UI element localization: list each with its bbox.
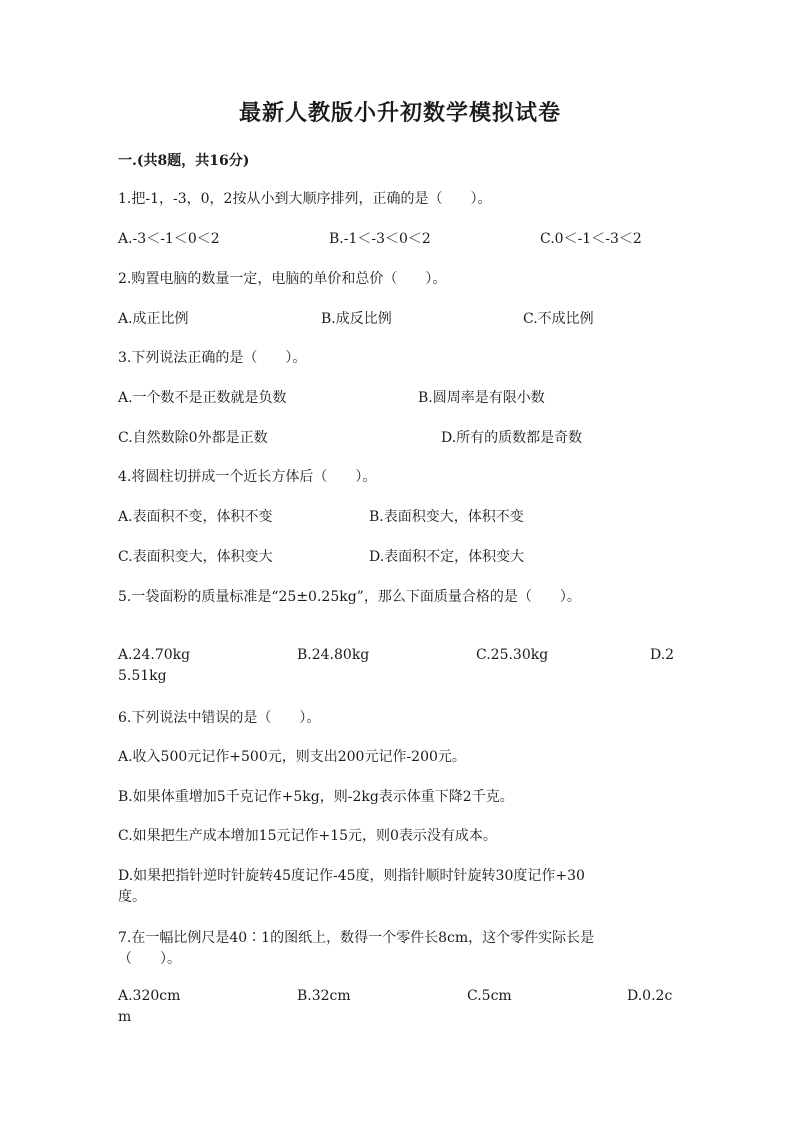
option-c: C.5cm <box>467 988 512 1004</box>
page-title: 最新人教版小升初数学模拟试卷 <box>238 100 561 126</box>
option-b: B.-1＜-3＜0＜2 <box>329 231 431 247</box>
option-c: C.表面积变大，体积变大 <box>118 549 273 565</box>
option-d-continued: 度。 <box>118 889 146 905</box>
question-stem: 5.一袋面粉的质量标准是“25±0.25kg”，那么下面质量合格的是（ ）。 <box>118 589 581 605</box>
option-d: D.所有的质数都是奇数 <box>441 430 583 446</box>
option-c: C.0＜-1＜-3＜2 <box>540 231 642 247</box>
option-d: D.0.2c <box>627 988 673 1004</box>
option-a: A.-3＜-1＜0＜2 <box>118 231 220 247</box>
option-c: C.不成比例 <box>523 311 594 327</box>
question-stem: 3.下列说法正确的是（ ）。 <box>118 350 307 366</box>
option-a: A.成正比例 <box>118 311 189 327</box>
option-a: A.320cm <box>118 988 181 1004</box>
option-d-continued: 5.51kg <box>118 668 167 684</box>
option-b: B.表面积变大，体积不变 <box>369 509 524 525</box>
option-d-continued: m <box>118 1009 132 1025</box>
option-a: A.表面积不变，体积不变 <box>118 509 273 525</box>
option-d: D.2 <box>650 647 675 663</box>
option-c: C.如果把生产成本增加15元记作+15元，则0表示没有成本。 <box>118 828 497 844</box>
option-c: C.自然数除0外都是正数 <box>118 430 268 446</box>
option-b: B.圆周率是有限小数 <box>418 390 545 406</box>
option-c: C.25.30kg <box>476 647 549 663</box>
question-stem-continued: （ ）。 <box>118 951 181 967</box>
question-stem: 4.将圆柱切拼成一个近长方体后（ ）。 <box>118 469 377 485</box>
option-a: A.收入500元记作+500元，则支出200元记作-200元。 <box>118 749 466 765</box>
question-stem: 2.购置电脑的数量一定，电脑的单价和总价（ ）。 <box>118 271 447 287</box>
option-b: B.24.80kg <box>297 647 370 663</box>
option-d: D.表面积不定，体积变大 <box>369 549 525 565</box>
section-heading: 一.(共8题，共16分) <box>118 153 250 169</box>
option-b: B.32cm <box>297 988 351 1004</box>
question-stem: 6.下列说法中错误的是（ ）。 <box>118 710 321 726</box>
option-a: A.24.70kg <box>118 647 191 663</box>
question-stem: 1.把-1，-3，0，2按从小到大顺序排列，正确的是（ ）。 <box>118 191 492 207</box>
option-a: A.一个数不是正数就是负数 <box>118 390 287 406</box>
option-d: D.如果把指针逆时针旋转45度记作-45度，则指针顺时针旋转30度记作+30 <box>118 868 585 884</box>
option-b: B.成反比例 <box>321 311 392 327</box>
option-b: B.如果体重增加5千克记作+5kg，则-2kg表示体重下降2千克。 <box>118 789 514 805</box>
question-stem: 7.在一幅比例尺是40∶1的图纸上，数得一个零件长8cm，这个零件实际长是 <box>118 930 595 946</box>
